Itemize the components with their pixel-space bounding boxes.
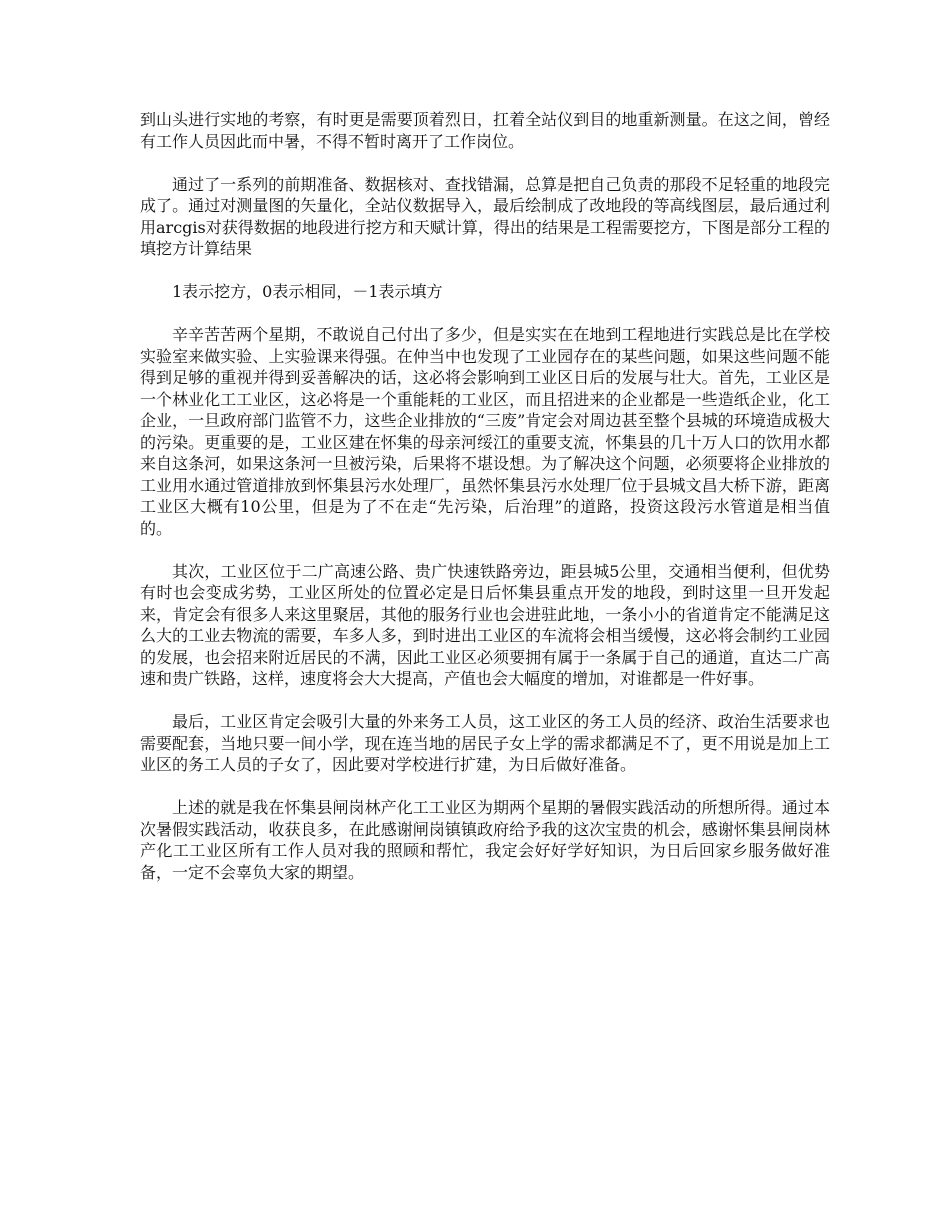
- paragraph-traffic-issue: 其次，工业区位于二广高速公路、贵广快速铁路旁边，距县城5公里，交通相当便利，但优势有时也会变成劣势，工业区所处的位置必定是日后怀集县重点开发的地段，到时这里一旦开发起来，肯定会有很多人来这里聚居，其他的服务行业也会进驻此地，一条小小的省道肯定不能满足这么大的工业去物流的需要，车多人多，到时进出工业区的车流将会相当缓慢，这必将会制约工业园的发展，也会招来附近居民的不满，因此工业区必须要拥有属于一条属于自己的通道，直达二广高速和贵广铁路，这样，速度将会大大提高，产值也会大幅度的增加，对谁都是一件好事。: [140, 561, 830, 688]
- paragraph-conclusion: 上述的就是我在怀集县闸岗林产化工工业区为期两个星期的暑假实践活动的所想所得。通过本次暑假实践活动，收获良多，在此感谢闸岗镇镇政府给予我的这次宝贵的机会，感谢怀集县闸岗林产化工工业区所有工作人员对我的照顾和帮忙，我定会好好学好知识，为日后回家乡服务做好准备，一定不会辜负大家的期望。: [140, 798, 830, 882]
- document-body: [140, 109, 830, 905]
- paragraph-fieldwork-intro: 到山头进行实地的考察，有时更是需要顶着烈日，扛着全站仪到目的地重新测量。在这之间，曾经有工作人员因此而中暑，不得不暂时离开了工作岗位。: [140, 110, 830, 151]
- paragraph-school-issue: 最后，工业区肯定会吸引大量的外来务工人员，这工业区的务工人员的经济、政治生活要求也需要配套，当地只要一间小学，现在连当地的居民子女上学的需求都满足不了，更不用说是加上工业区的务工人员的子女了，因此要对学校进行扩建，为日后做好准备。: [140, 712, 830, 774]
- paragraph-data-processing: 通过了一系列的前期准备、数据核对、查找错漏，总算是把自己负责的那段不足轻重的地段完成了。通过对测量图的矢量化，全站仪数据导入，最后绘制成了改地段的等高线图层，最后通过利用arcgis对获得数据的地段进行挖方和天赋计算，得出的结果是工程需要挖方，下图是部分工程的填挖方计算结果: [140, 174, 830, 258]
- paragraph-pollution-issue: 辛辛苦苦两个星期，不敢说自己付出了多少，但是实实在在地到工程地进行实践总是比在学校实验室来做实验、上实验课来得强。在仲当中也发现了工业园存在的某些问题，如果这些问题不能得到足够的重视并得到妥善解决的话，这必将会影响到工业区日后的发展与壮大。首先，工业区是一个林业化工工业区，这必将是一个重能耗的工业区，而且招进来的企业都是一些造纸企业，化工企业，一旦政府部门监管不力，这些企业排放的“三废”肯定会对周边甚至整个县城的环境造成极大的污染。更重要的是，工业区建在怀集的母亲河绥江的重要支流，怀集县的几十万人口的饮用水都来自这条河，如果这条河一旦被污染，后果将不堪设想。为了解决这个问题，必须要将企业排放的工业用水通过管道排放到怀集县污水处理厂，虽然怀集县污水处理厂位于县城文昌大桥下游，距离工业区大概有10公里，但是为了不在走“先污染，后治理”的道路，投资这段污水管道是相当值的。: [140, 325, 830, 538]
- paragraph-cut-fill-legend: 1表示挖方，0表示相同，－1表示填方: [172, 282, 443, 301]
